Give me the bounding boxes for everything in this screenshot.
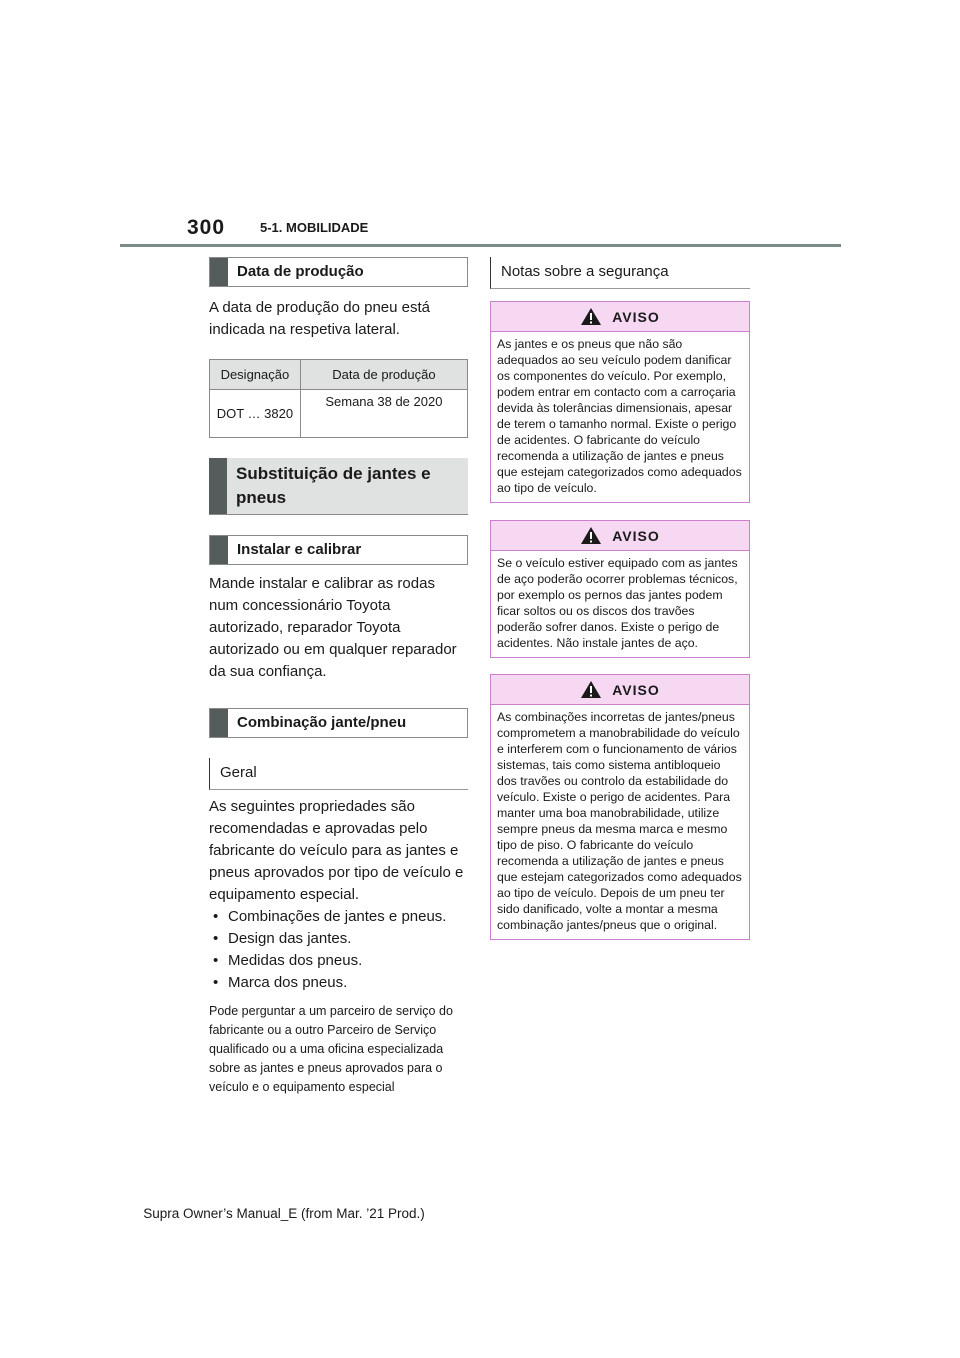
warning-text: As combinações incorretas de jantes/pneus comprometem a manobrabilidade do veículo e interferem com o funcionamento de vários sistemas, tais como sistema antibloqueio dos travões ou controlo da estabilidade do veículo. Existe o perigo de acidentes. Para manter uma boa manobrabilidade, utilize sempre pneus da mesma marca e mesmo tipo de piso. O fabricante do veículo recomenda a utilização de jantes e pneus que estejam categorizados como adequados ao tipo de veículo. Depois de um pneu ter sido danificado, volte a montar a mesma combinação jantes/pneus que o original.: [497, 710, 742, 932]
warning-text: As jantes e os pneus que não são adequados ao seu veículo podem danificar os componentes do veículo. Por exemplo, podem entrar em contacto com a carroçaria devida às tolerâncias dimensionais, apesar de terem o tamanho normal. Existe o perigo de acidentes. O fabricante do veículo recomenda a utilização de jantes e pneus que estejam categorizados como adequados ao tipo de veículo.: [497, 337, 742, 495]
footer: [0, 1206, 960, 1221]
table-cell-designation: DOT … 3820: [210, 390, 301, 438]
footer-text: Supra Owner’s Manual_E (from Mar. ’21 Prod.): [143, 1206, 425, 1221]
warning-body: [491, 551, 749, 657]
warning-triangle-icon: [580, 680, 602, 699]
table-row: [210, 390, 468, 438]
table-cell-date: Semana 38 de 2020: [300, 390, 467, 438]
warning-text: Se o veículo estiver equipado com as jantes de aço poderão ocorrer problemas técnicos, por exemplo os pernos das jantes podem ficar soltos ou os discos dos travões poderão sofrer danos. Existe o perigo de acidentes. Não instale jantes de aço.: [497, 556, 738, 650]
warning-title: AVISO: [612, 308, 660, 325]
list-item: • Medidas dos pneus.: [209, 950, 468, 972]
warning-title: AVISO: [612, 681, 660, 698]
warning-triangle-icon: [580, 307, 602, 326]
list-item: • Marca dos pneus.: [209, 972, 468, 994]
warning-box: [490, 520, 750, 658]
general-text: As seguintes propriedades são recomendadas e aprovadas pelo fabricante do veículo para as jantes e pneus aprovados por tipo de veículo e equipamento especial.: [209, 798, 464, 903]
left-column: [209, 257, 468, 1097]
warning-header: [491, 521, 749, 551]
general-heading: Geral: [209, 758, 468, 790]
production-date-table: [209, 359, 468, 438]
install-heading: Instalar e calibrar: [209, 535, 468, 565]
section-title: 5-1. MOBILIDADE: [260, 220, 369, 235]
list-item: • Design das jantes.: [209, 928, 468, 950]
production-date-heading: Data de produção: [209, 257, 468, 287]
warning-box: [490, 301, 750, 503]
service-note: Pode perguntar a um parceiro de serviço do fabricante ou a outro Parceiro de Serviço qualificado ou a uma oficina especializada sobre as jantes e pneus aprovados para o veículo e o equipamento especial: [209, 1004, 453, 1094]
table-header-designation: Designação: [210, 360, 301, 390]
production-date-text: A data de produção do pneu está indicada na respetiva lateral.: [209, 299, 431, 338]
table-header-date: Data de produção: [300, 360, 467, 390]
page-number: 300: [187, 216, 226, 239]
warning-body: [491, 705, 749, 939]
requirements-list: [209, 906, 468, 994]
install-text: Mande instalar e calibrar as rodas num concessionário Toyota autorizado, reparador Toyota autorizado ou em qualquer reparador da sua confiança.: [209, 575, 457, 680]
warning-title: AVISO: [612, 527, 660, 544]
warning-header: [491, 302, 749, 332]
warning-box: [490, 674, 750, 940]
list-item: • Combinações de jantes e pneus.: [209, 906, 468, 928]
warning-body: [491, 332, 749, 502]
replacement-heading: Substituição de jantes e pneus: [209, 458, 468, 515]
header-rule: [120, 244, 841, 247]
table-header-row: [210, 360, 468, 390]
right-column: [490, 257, 750, 940]
warning-header: [491, 675, 749, 705]
warning-triangle-icon: [580, 526, 602, 545]
combination-heading: Combinação jante/pneu: [209, 708, 468, 738]
safety-heading: Notas sobre a segurança: [490, 257, 750, 289]
